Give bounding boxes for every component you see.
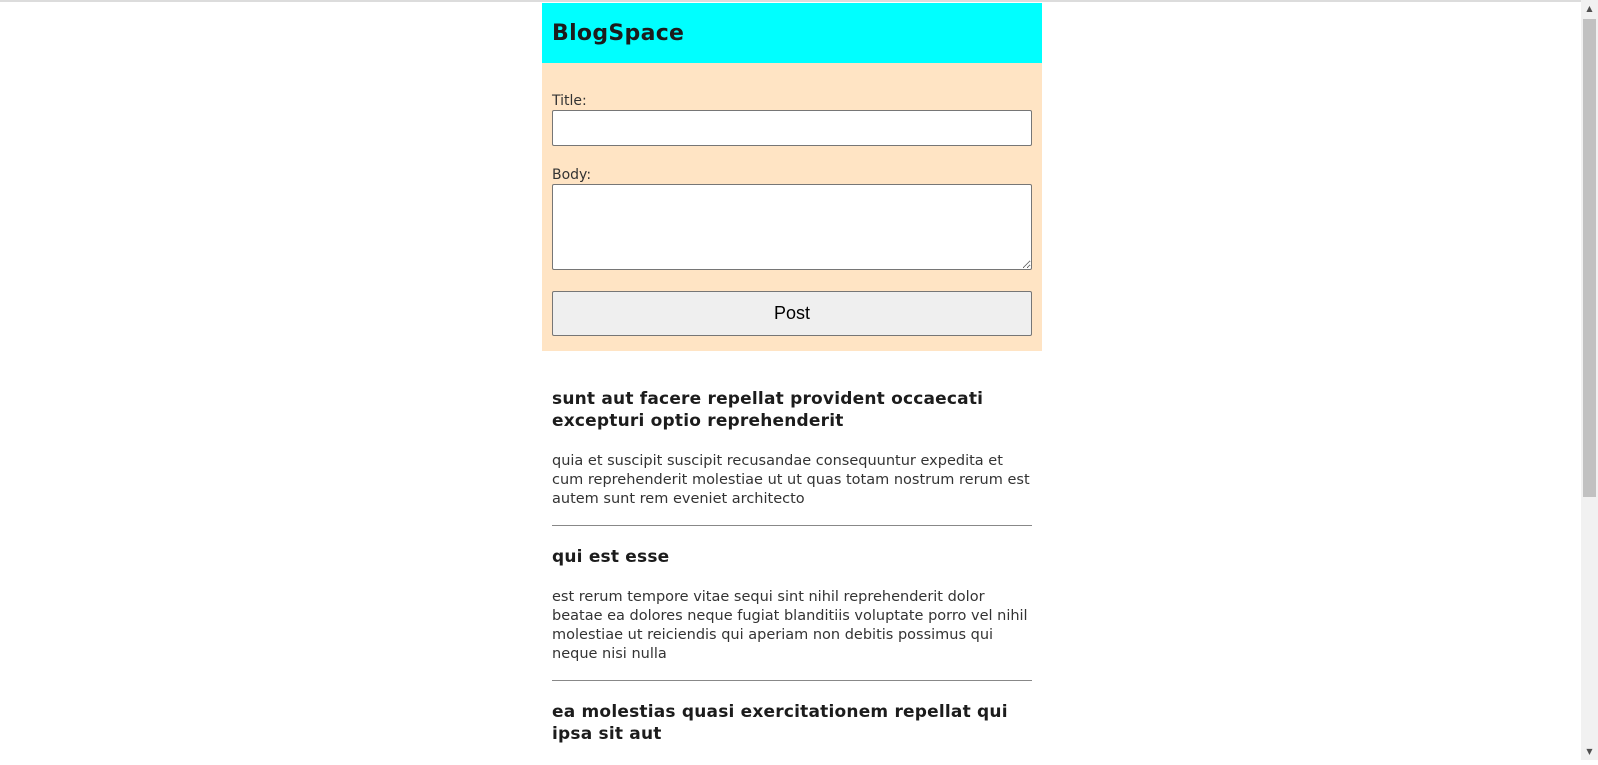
post-divider bbox=[552, 680, 1032, 681]
post-title: ea molestias quasi exercitationem repellat qui ipsa sit aut bbox=[552, 702, 1008, 744]
body-field-group bbox=[552, 167, 1032, 270]
new-post-form bbox=[542, 63, 1042, 351]
title-field-group bbox=[552, 93, 1032, 146]
post-body: quia et suscipit suscipit recusandae consequuntur expedita et cum reprehenderit molestiae ut ut quas totam nostrum rerum est autem sunt rem eveniet architecto bbox=[552, 453, 1030, 507]
site-title: BlogSpace bbox=[552, 20, 685, 46]
post-button[interactable]: Post bbox=[552, 291, 1032, 336]
post-item bbox=[552, 701, 1032, 745]
post-title: qui est esse bbox=[552, 547, 670, 567]
post-title: sunt aut facere repellat provident occaecati excepturi optio reprehenderit bbox=[552, 389, 984, 431]
post-body: est rerum tempore vitae sequi sint nihil reprehenderit dolor beatae ea dolores neque fugiat blanditiis voluptate porro vel nihil molestiae ut reiciendis qui aperiam non debitis possimus qui neque nisi nulla bbox=[552, 589, 1028, 662]
post-divider bbox=[552, 525, 1032, 526]
window-top-border bbox=[0, 0, 1581, 2]
site-header bbox=[542, 3, 1042, 63]
scroll-up-arrow-icon[interactable]: ▲ bbox=[1586, 4, 1593, 13]
vertical-scrollbar[interactable] bbox=[1581, 0, 1598, 760]
scrollbar-thumb[interactable] bbox=[1583, 19, 1596, 497]
body-textarea[interactable] bbox=[552, 184, 1032, 270]
title-label: Title: bbox=[552, 93, 587, 109]
body-label: Body: bbox=[552, 167, 592, 183]
post-list bbox=[542, 351, 1042, 745]
scroll-down-arrow-icon[interactable]: ▼ bbox=[1586, 747, 1593, 756]
title-input[interactable] bbox=[552, 110, 1032, 146]
post-item bbox=[552, 388, 1032, 526]
post-item bbox=[552, 546, 1032, 681]
page-container bbox=[542, 3, 1042, 765]
